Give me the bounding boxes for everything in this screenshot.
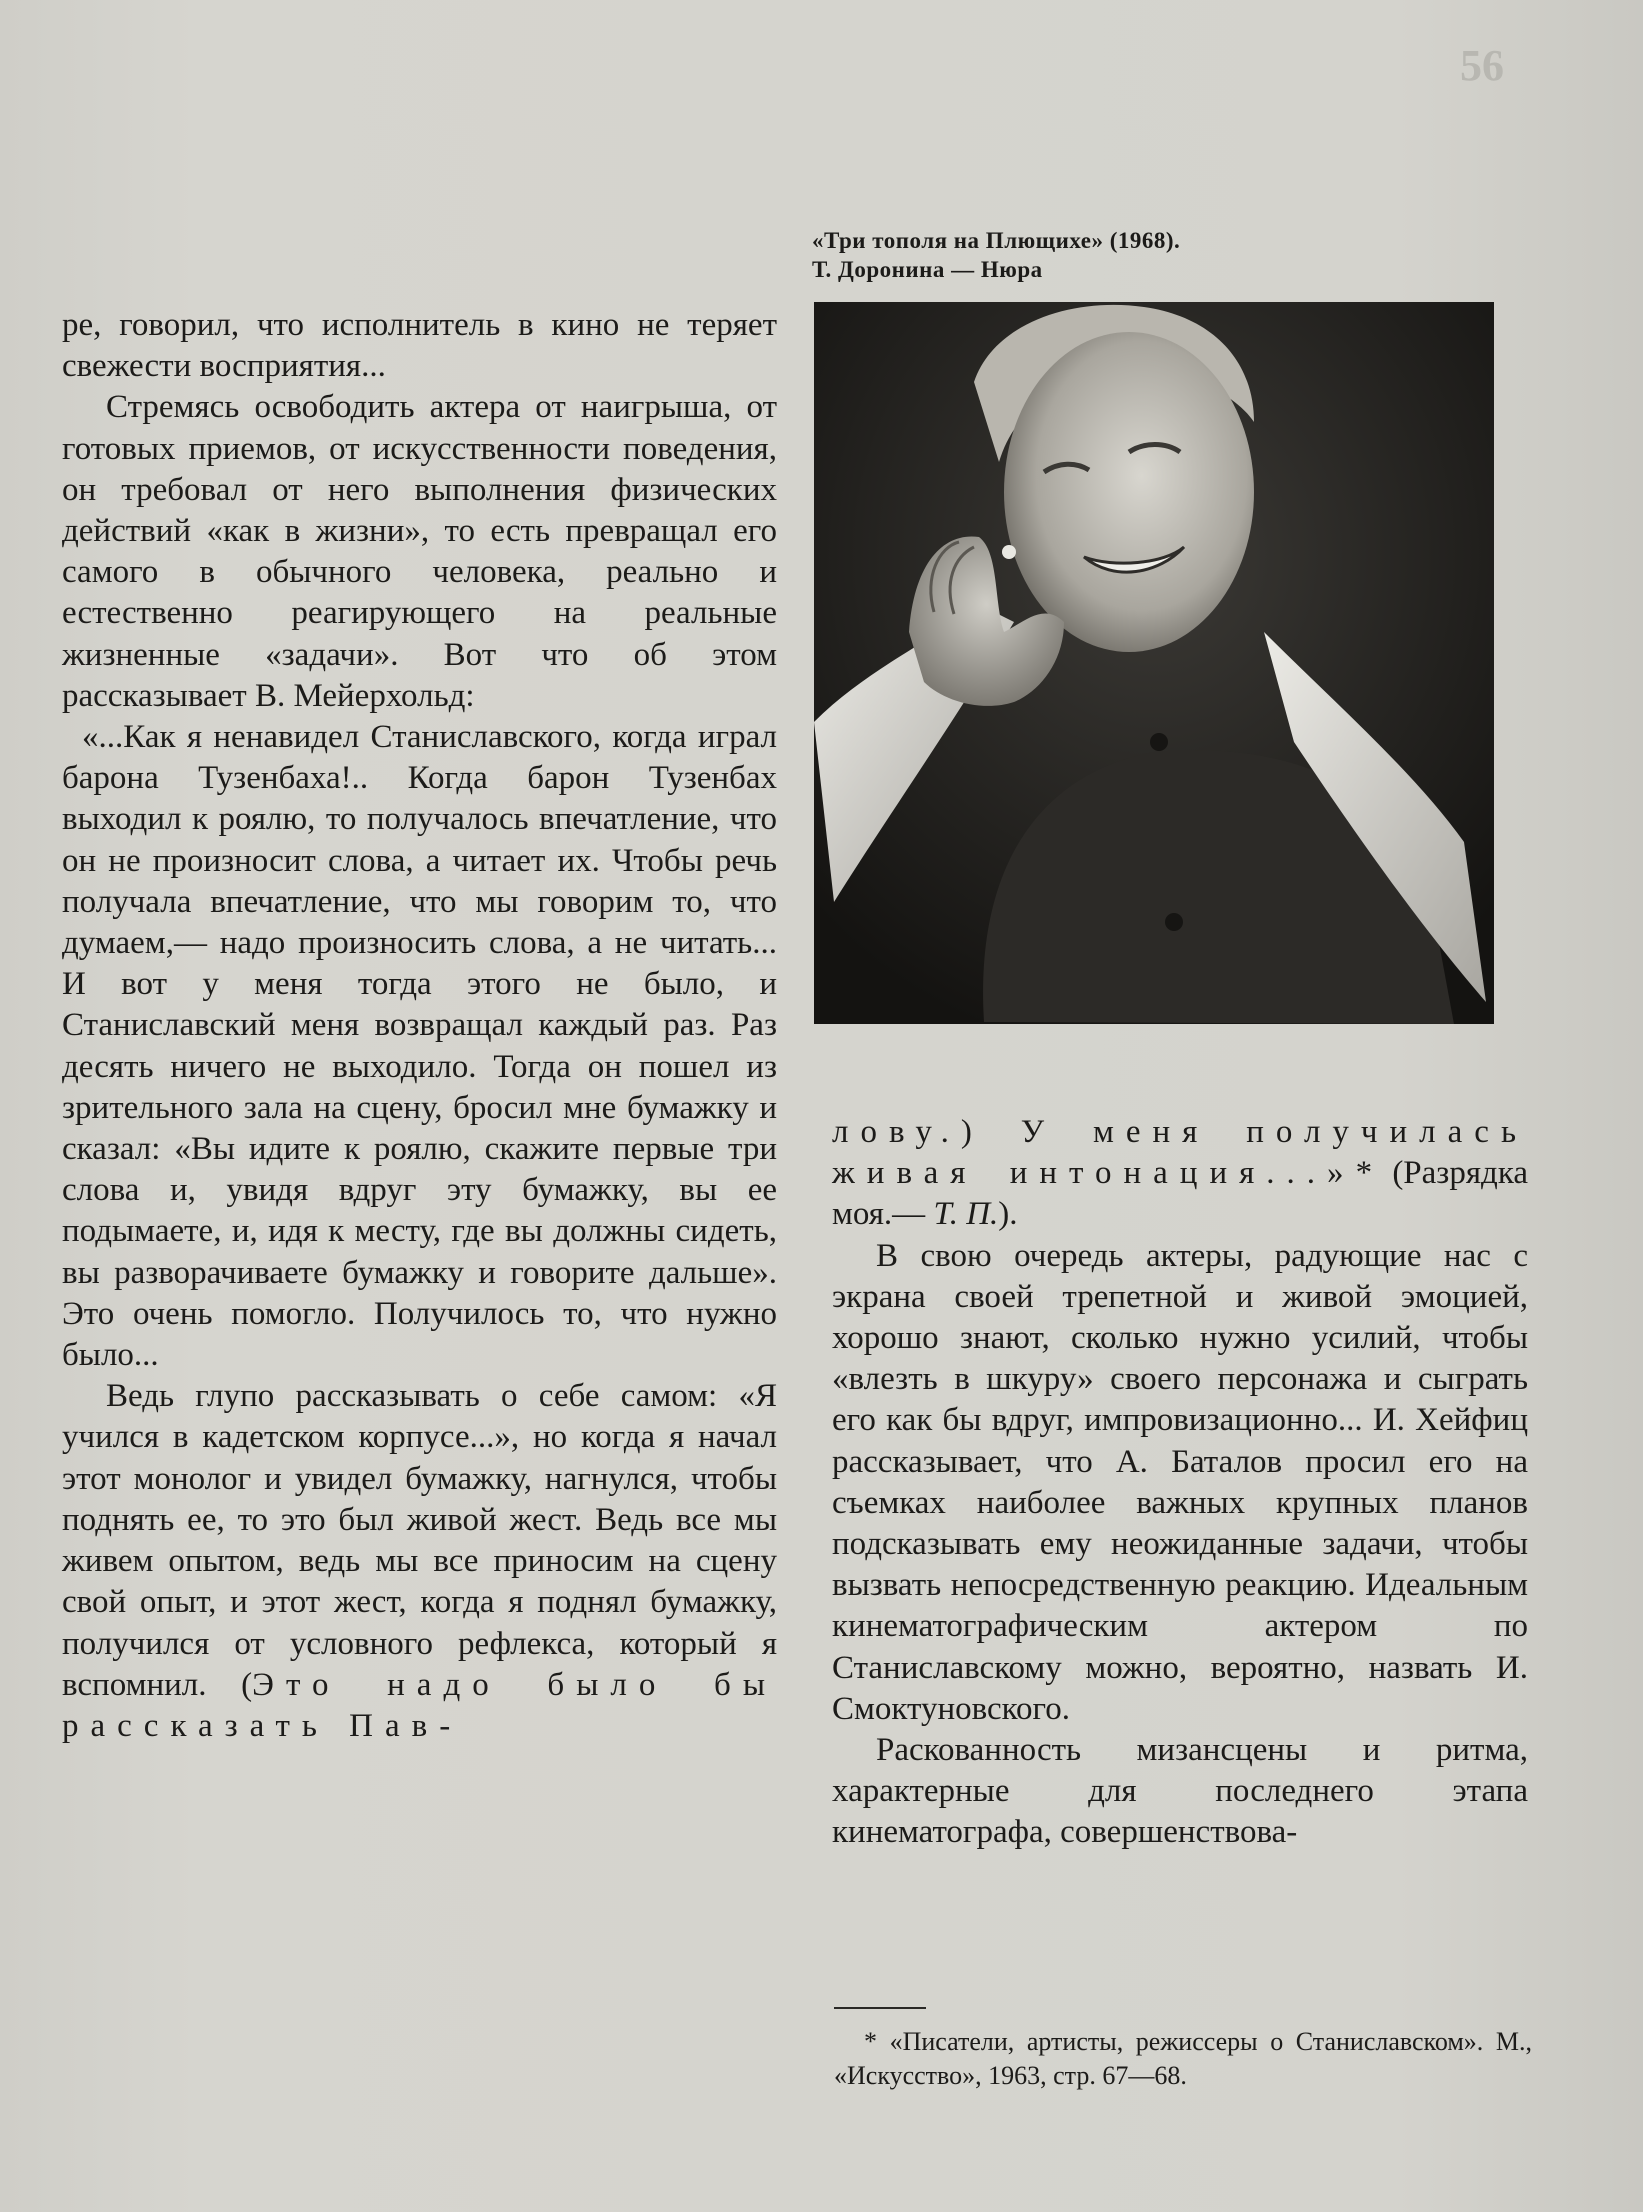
author-initials: Т. П. — [933, 1196, 999, 1233]
footnote — [834, 2025, 1532, 2093]
paragraph-text: (Разрядка моя.— — [832, 1155, 1528, 1233]
film-still-illustration — [814, 302, 1494, 1024]
paragraph: В свою очередь актеры, радующие нас с экрана своей трепетной и живой эмоцией, хорошо знают, сколько нужно усилий, чтобы «влезть в шкуру» своего персонажа и сыграть его как бы вдруг, импровизационно... И. Хейфиц рассказывает, что А. Баталов просил его на съемках наиболее важных крупных планов подсказывать ему неожиданные задачи, чтобы вызвать непосредственную реакцию. Идеальным кинематографическим актером по Станиславскому можно, вероятно, назвать И. Смоктуновского. — [832, 1237, 1528, 1727]
footnote-mark: * — [1355, 1155, 1373, 1192]
photo-caption — [812, 226, 1372, 284]
paragraph-text: ). — [998, 1196, 1018, 1233]
photo-caption-credit: Т. Доронина — Нюра — [812, 257, 1043, 282]
paragraph: ре, говорил, что исполнитель в кино не теряет свежести восприятия... — [62, 307, 777, 385]
spaced-emphasis-text: Это надо было бы рассказать Пав- — [62, 1666, 777, 1744]
paragraph: Стремясь освободить актера от наигрыша, от готовых приемов, от искусственности поведения, он требовал от него выполнения физических действий «как в жизни», то есть превращал его самого в обычного человека, реально и естественно реагирующего на реальные жизненные «задачи». Вот что об этом рассказывает В. Мейерхольд: — [62, 389, 777, 714]
paragraph: Раскованность мизансцены и ритма, характерные для последнего этапа кинематографа, совершенствова- — [832, 1732, 1528, 1851]
footnote-divider — [834, 2007, 926, 2009]
quotation-paragraph: «...Как я ненавидел Станиславского, когда играл барона Тузенбаха!.. Когда барон Тузенбах выходил к роялю, то получалось впечатление, что он не произносит слова, а читает их. Чтобы речь получала впечатление, что мы говорим то, что думаем,— надо произносить слова, а не читать... И вот у меня тогда этого не было, и Станиславский меня возвращал каждый раз. Раз десять ничего не выходило. Тогда он пошел из зрительного зала на сцену, бросил мне бумажку и сказал: «Вы идите к роялю, скажите первые три слова и, увидя вдруг эту бумажку, вы ее подымаете, и, идя к месту, где вы должны сидеть, вы разворачиваете бумажку и говорите дальше». Это очень помогло. Получилось то, что нужно было... — [62, 719, 777, 1374]
page-number: 56 — [1460, 41, 1504, 90]
left-text-column — [62, 305, 777, 1747]
paragraph-continuation — [832, 1112, 1528, 1236]
spaced-emphasis-text: лову.) У меня получилась живая интонация...» — [832, 1114, 1528, 1192]
paragraph — [62, 1376, 777, 1747]
photo-caption-title: «Три тополя на Плющихе» (1968). — [812, 228, 1181, 253]
footnote-text: * «Писатели, артисты, режиссеры о Станиславском». М., «Искусство», 1963, стр. 67—68. — [834, 2027, 1532, 2090]
right-text-column — [832, 1112, 1528, 1854]
paragraph-text: Ведь глупо рассказывать о себе самом: «Я учился в кадетском корпусе...», но когда я начал этот монолог и увидел бумажку, нагнулся, чтобы поднять ее, то это был живой жест. Ведь все мы живем опытом, ведь мы все приносим на сцену свой опыт, и этот жест, когда я поднял бумажку, получился от условного рефлекса, который я вспомнил. ( — [62, 1378, 777, 1703]
film-still-photo — [814, 302, 1494, 1024]
